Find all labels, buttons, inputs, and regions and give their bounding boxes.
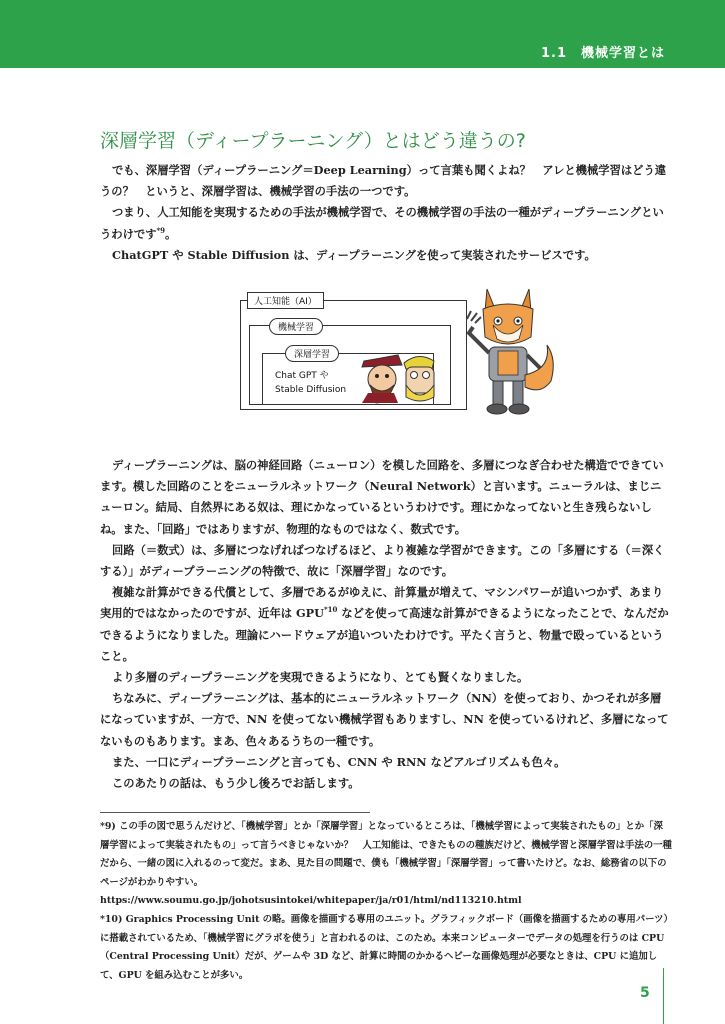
- paragraph: ちなみに、ディープラーニングは、基本的にニューラルネットワーク（NN）を使っており、かつそれが多層になっていますが、一方で、NN を使ってない機械学習もありますし、NN を使っているけれど、多層になってないものもあります。まあ、色々あるうちの一種です。: [100, 691, 669, 748]
- ml-label: 機械学習: [269, 318, 323, 335]
- footnote-10: [100, 911, 672, 985]
- section-label: 1.1 機械学習とは: [540, 46, 665, 61]
- intro-text: [100, 160, 672, 266]
- paragraph-text: つまり、人工知能を実現するための手法が機械学習で、その機械学習の手法の一種がディープラーニングというわけです: [100, 205, 664, 241]
- ai-ml-dl-diagram: [235, 285, 555, 420]
- footnote-ref[interactable]: *9: [156, 225, 166, 235]
- paragraph: また、一口にディープラーニングと言っても、CNN や RNN などアルゴリズムも色々。: [112, 754, 566, 769]
- paragraph-tail: などを使って高速な計算ができるようになったことで、なんだかできるようになりました。理論にハードウェアが追いついたわけです。平たく言うと、物量で殴っているということ。: [100, 606, 669, 663]
- footnote-text: Graphics Processing Unit の略。画像を描画する専用のユニット。グラフィックボード（画像を描画するための専用パーツ）に搭載されているため、「機械学習にグラボを使う」と言われるのは、このため。本来コンピューターでデータの処理を行うのは CPU（Central Processing Unit）だが、ゲームや 3D など、計算に時間のかかるヘビーな画像処理が必要なときは、CPU に追加して、GPU を組み込むことが多い。: [100, 913, 669, 981]
- characters-illustration: [358, 347, 448, 405]
- header-bar: [0, 0, 725, 68]
- dl-label: 深層学習: [285, 345, 339, 362]
- chat-label-line2: Stable Diffusion: [275, 385, 347, 395]
- paragraph: ディープラーニングは、脳の神経回路（ニューロン）を模した回路を、多層につなぎ合わせた構造でできています。模した回路のことをニューラルネットワーク（Neural Network）と言います。ニューラルは、まじニューロン。結局、自然界にある奴は、理にかなっているというわけです。理にかなってないと生き残らないしね。また、「回路」ではありますが、物理的なものではなく、数式です。: [100, 458, 664, 536]
- footnote-text: この手の図で思うんだけど、「機械学習」とか「深層学習」となっているところは、「機械学習によって実装されたもの」とか「深層学習によって実装されたもの」って言うべきじゃないか？ 人工知能は、できたものの種族だけど、機械学習と深層学習は手法の一種だから、一緒の図に入れるのって変だ。まあ、見た目の問題で、僕も「機械学習」「深層学習」って書いたけど。なお、総務省の以下のページがわかりやすい。: [100, 821, 672, 888]
- paragraph-tail: 。: [165, 226, 177, 241]
- paragraph: ChatGPT や Stable Diffusion は、ディープラーニングを使って実装されたサービスです。: [112, 247, 596, 262]
- paragraph: このあたりの話は、もう少し後ろでお話します。: [112, 776, 360, 791]
- paragraph-text: 複雑な計算ができる代償として、多層であるがゆえに、計算量が増えて、マシンパワーが追いつかず、あまり実用的ではなかったのですが、近年は GPU: [100, 585, 664, 621]
- chat-label-line1: Chat GPT や: [275, 371, 329, 381]
- chat-label: [275, 369, 365, 397]
- paragraph: でも、深層学習（ディープラーニング＝Deep Learning）って言葉も聞くよね？ アレと機械学習はどう違うの？ というと、深層学習は、機械学習の手法の一つです。: [100, 163, 667, 199]
- paragraph: [100, 202, 672, 244]
- footnote-link[interactable]: https://www.soumu.go.jp/johotsusintokei/whitepaper/ja/r01/html/nd113210.html: [100, 895, 522, 907]
- footnote-divider: [100, 812, 370, 813]
- footnote-9: [100, 818, 672, 911]
- main-text: [100, 455, 672, 794]
- page-number-rule: [663, 968, 664, 1024]
- footnote-number: *9): [100, 821, 116, 832]
- page-number: 5: [640, 985, 650, 1001]
- page-title: 深層学習（ディープラーニング）とはどう違うの?: [100, 130, 526, 152]
- paragraph: [100, 582, 672, 667]
- footnotes: [100, 818, 672, 985]
- ai-label: 人工知能（AI）: [247, 292, 324, 309]
- footnote-ref[interactable]: *10: [323, 605, 338, 615]
- paragraph: 回路（＝数式）は、多層につなげればつなげるほど、より複雑な学習ができます。この「多層にする（＝深くする）」がディープラーニングの特徴で、故に「深層学習」なのです。: [100, 542, 665, 579]
- paragraph: より多層のディープラーニングを実現できるようになり、とても賢くなりました。: [112, 670, 529, 685]
- footnote-number: *10): [100, 913, 123, 925]
- fox-robot-mascot: [465, 285, 555, 420]
